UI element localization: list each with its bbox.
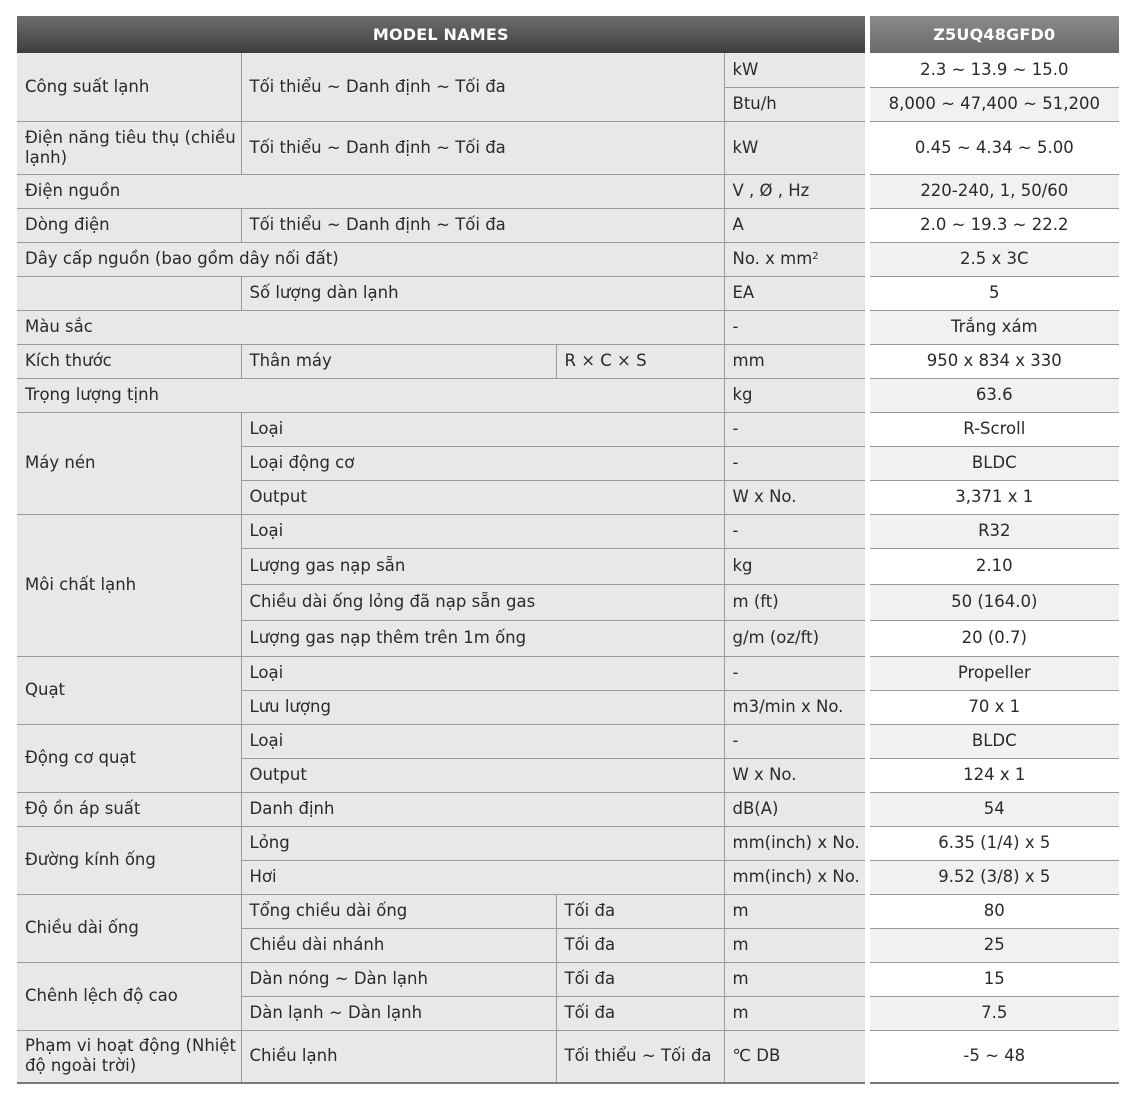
- value-text: 2.5 x 3C: [960, 249, 1029, 268]
- value-text: 5: [989, 283, 1000, 302]
- label-text: m: [732, 969, 749, 988]
- value-cell: [867, 344, 1119, 378]
- table-row: [17, 208, 1119, 242]
- label-text: Động cơ quạt: [25, 748, 136, 767]
- label-cell: [724, 242, 867, 276]
- value-text: 6.35 (1/4) x 5: [938, 833, 1051, 852]
- label-cell: [724, 412, 867, 446]
- value-cell: [867, 584, 1119, 620]
- value-text: 63.6: [975, 385, 1013, 404]
- label-cell: [241, 656, 724, 690]
- label-text: -: [732, 663, 739, 682]
- label-text: EA: [732, 283, 755, 302]
- label-cell: [724, 792, 867, 826]
- label-text: -: [732, 317, 739, 336]
- value-cell: [867, 860, 1119, 894]
- value-text: -5 ~ 48: [963, 1046, 1026, 1066]
- label-text: Máy nén: [25, 453, 96, 472]
- table-row: [17, 378, 1119, 412]
- label-text: Dòng điện: [25, 215, 110, 234]
- value-cell: [867, 53, 1119, 87]
- label-cell: [724, 208, 867, 242]
- label-text: dB(A): [732, 799, 779, 818]
- model-names-header: MODEL NAMES: [17, 16, 867, 53]
- label-text: Dàn lạnh ~ Dàn lạnh: [249, 1003, 423, 1022]
- value-text: 220-240, 1, 50/60: [920, 181, 1069, 200]
- value-cell: [867, 378, 1119, 412]
- value-text: 50 (164.0): [951, 592, 1038, 611]
- label-cell: [17, 174, 724, 208]
- label-cell: [241, 514, 724, 548]
- value-text: 80: [983, 901, 1005, 920]
- label-cell: [556, 962, 724, 996]
- label-text: -: [732, 521, 739, 540]
- label-text: -: [732, 731, 739, 750]
- value-text: 2.10: [975, 556, 1013, 575]
- label-text: -: [732, 453, 739, 472]
- table-row: [17, 412, 1119, 446]
- table-row: [17, 894, 1119, 928]
- value-cell: [867, 446, 1119, 480]
- label-text: Tối đa: [564, 1003, 616, 1022]
- label-cell: [724, 344, 867, 378]
- label-cell: [724, 276, 867, 310]
- label-cell: [17, 656, 241, 724]
- label-text: mm(inch) x No.: [732, 867, 860, 886]
- value-cell: [867, 758, 1119, 792]
- label-cell: [241, 446, 724, 480]
- value-text: 0.45 ~ 4.34 ~ 5.00: [914, 137, 1074, 157]
- label-cell: [17, 962, 241, 1030]
- value-text: 9.52 (3/8) x 5: [938, 867, 1051, 886]
- label-text: Tối thiểu ~ Danh định ~ Tối đa: [249, 76, 506, 96]
- label-text: Output: [249, 765, 307, 784]
- value-text: 20 (0.7): [961, 628, 1027, 647]
- label-text: Lượng gas nạp thêm trên 1m ống: [249, 628, 527, 647]
- label-text: Quạt: [25, 680, 66, 699]
- label-text: Loại: [249, 731, 284, 750]
- label-cell: [241, 860, 724, 894]
- label-text: m (ft): [732, 592, 779, 611]
- value-cell: [867, 480, 1119, 514]
- label-text: -: [732, 419, 739, 438]
- label-cell: [241, 894, 556, 928]
- label-text: Điện năng tiêu thụ (chiều lạnh): [25, 127, 236, 167]
- label-text: Chênh lệch độ cao: [25, 986, 178, 1005]
- value-cell: [867, 412, 1119, 446]
- label-text: mm(inch) x No.: [732, 833, 860, 852]
- value-cell: [867, 276, 1119, 310]
- value-cell: [867, 826, 1119, 860]
- label-text: Tối thiểu ~ Danh định ~ Tối đa: [249, 215, 506, 234]
- table-row: [17, 962, 1119, 996]
- spec-table: [17, 16, 1119, 1084]
- value-text: 3,371 x 1: [955, 487, 1034, 506]
- label-cell: [724, 446, 867, 480]
- label-text: Danh định: [249, 799, 335, 818]
- label-text: R × C × S: [564, 351, 647, 370]
- value-text: BLDC: [971, 453, 1017, 472]
- table-row: [17, 121, 1119, 174]
- value-text: 7.5: [981, 1003, 1008, 1022]
- label-text: Thân máy: [249, 351, 332, 370]
- label-cell: [724, 996, 867, 1030]
- table-row: [17, 1030, 1119, 1083]
- label-text: Trọng lượng tịnh: [25, 385, 159, 404]
- value-cell: [867, 792, 1119, 826]
- table-row: [17, 514, 1119, 548]
- table-row: [17, 792, 1119, 826]
- value-text: 25: [983, 935, 1005, 954]
- value-cell: [867, 656, 1119, 690]
- label-text: kW: [732, 137, 759, 157]
- model-code-header: Z5UQ48GFD0: [867, 16, 1119, 53]
- label-text: m: [732, 935, 749, 954]
- label-text: g/m (oz/ft): [732, 628, 820, 647]
- value-cell: [867, 1030, 1119, 1083]
- label-cell: [724, 121, 867, 174]
- label-cell: [17, 208, 241, 242]
- label-cell: [241, 826, 724, 860]
- label-cell: [17, 276, 241, 310]
- label-text: No. x mm: [732, 249, 813, 268]
- label-cell: [724, 826, 867, 860]
- label-text: Chiều dài ống: [25, 918, 139, 937]
- label-text: Chiều lạnh: [249, 1046, 338, 1066]
- label-cell: [17, 826, 241, 894]
- label-cell: [556, 996, 724, 1030]
- label-cell: [241, 208, 724, 242]
- value-cell: [867, 121, 1119, 174]
- label-cell: [724, 584, 867, 620]
- label-cell: [241, 758, 724, 792]
- value-text: 124 x 1: [963, 765, 1026, 784]
- label-text: kg: [732, 556, 753, 575]
- label-text: Lượng gas nạp sẵn: [249, 556, 406, 575]
- label-cell: [17, 894, 241, 962]
- table-row: [17, 344, 1119, 378]
- label-cell: [724, 690, 867, 724]
- label-text: kg: [732, 385, 753, 404]
- label-text: A: [732, 215, 744, 234]
- label-cell: [241, 121, 724, 174]
- table-row: [17, 724, 1119, 758]
- value-cell: [867, 894, 1119, 928]
- table-row: [17, 276, 1119, 310]
- label-cell: [724, 53, 867, 87]
- label-cell: [17, 310, 724, 344]
- label-cell: [241, 1030, 556, 1083]
- value-text: 950 x 834 x 330: [926, 351, 1062, 370]
- label-cell: [17, 378, 724, 412]
- table-row: [17, 656, 1119, 690]
- label-cell: [241, 276, 724, 310]
- value-text: 54: [983, 799, 1005, 818]
- value-text: 15: [983, 969, 1005, 988]
- label-cell: [241, 962, 556, 996]
- label-cell: [724, 962, 867, 996]
- value-cell: [867, 928, 1119, 962]
- label-text: Tối thiểu ~ Danh định ~ Tối đa: [249, 137, 506, 157]
- label-text: Chiều dài ống lỏng đã nạp sẵn gas: [249, 592, 536, 611]
- value-cell: [867, 996, 1119, 1030]
- value-cell: [867, 724, 1119, 758]
- label-cell: [241, 344, 556, 378]
- label-text: Tối đa: [564, 969, 616, 988]
- value-text: 2.0 ~ 19.3 ~ 22.2: [920, 215, 1069, 234]
- label-text: Dây cấp nguồn (bao gồm dây nối đất): [25, 249, 339, 268]
- value-cell: [867, 690, 1119, 724]
- label-text: Số lượng dàn lạnh: [249, 283, 399, 302]
- label-text: m: [732, 901, 749, 920]
- label-text: Chiều dài nhánh: [249, 935, 385, 954]
- label-cell: [724, 310, 867, 344]
- table-row: [17, 242, 1119, 276]
- label-cell: [556, 928, 724, 962]
- label-cell: [241, 690, 724, 724]
- label-text: m3/min x No.: [732, 697, 844, 716]
- label-cell: [724, 894, 867, 928]
- label-cell: [724, 620, 867, 656]
- value-cell: [867, 620, 1119, 656]
- label-cell: [724, 87, 867, 121]
- spec-sheet: [17, 16, 1119, 1079]
- label-text: Output: [249, 487, 307, 506]
- label-text: Hơi: [249, 867, 277, 886]
- label-cell: [556, 344, 724, 378]
- label-cell: [17, 242, 724, 276]
- label-text: Môi chất lạnh: [25, 575, 137, 594]
- label-text: Tổng chiều dài ống: [249, 901, 408, 920]
- label-text: Loại: [249, 521, 284, 540]
- label-text: Tối đa: [564, 935, 616, 954]
- label-cell: [724, 378, 867, 412]
- label-text: Phạm vi hoạt động (Nhiệt độ ngoài trời): [25, 1036, 236, 1076]
- value-text: 8,000 ~ 47,400 ~ 51,200: [888, 94, 1100, 113]
- value-cell: [867, 310, 1119, 344]
- table-row: [17, 826, 1119, 860]
- label-cell: [724, 758, 867, 792]
- table-row: [17, 174, 1119, 208]
- value-text: BLDC: [971, 731, 1017, 750]
- label-cell: [17, 344, 241, 378]
- value-cell: [867, 208, 1119, 242]
- label-text: Tối thiểu ~ Tối đa: [564, 1046, 712, 1066]
- label-cell: [17, 1030, 241, 1083]
- value-text: 70 x 1: [968, 697, 1021, 716]
- label-text: Điện nguồn: [25, 181, 121, 200]
- value-cell: [867, 87, 1119, 121]
- label-cell: [241, 548, 724, 584]
- label-text: W x No.: [732, 487, 797, 506]
- label-cell: [724, 928, 867, 962]
- label-text: Loại: [249, 663, 284, 682]
- label-cell: [241, 928, 556, 962]
- label-cell: [17, 412, 241, 514]
- label-cell: [17, 724, 241, 792]
- label-cell: [724, 724, 867, 758]
- label-text: Btu/h: [732, 94, 777, 113]
- table-header-row: [17, 16, 1119, 53]
- label-text: Đường kính ống: [25, 850, 156, 869]
- label-cell: [724, 514, 867, 548]
- label-text: Màu sắc: [25, 317, 93, 336]
- label-text: Lưu lượng: [249, 697, 331, 716]
- label-text: V , Ø , Hz: [732, 181, 810, 200]
- label-cell: [724, 656, 867, 690]
- label-cell: [556, 894, 724, 928]
- label-cell: [241, 620, 724, 656]
- value-text: R-Scroll: [963, 419, 1026, 438]
- label-cell: [241, 53, 724, 121]
- label-text: Kích thước: [25, 351, 112, 370]
- table-row: [17, 310, 1119, 344]
- superscript: 2: [812, 251, 819, 262]
- value-cell: [867, 242, 1119, 276]
- label-cell: [241, 724, 724, 758]
- label-cell: [724, 1030, 867, 1083]
- label-cell: [241, 792, 724, 826]
- label-cell: [241, 412, 724, 446]
- label-text: m: [732, 1003, 749, 1022]
- label-cell: [17, 53, 241, 121]
- label-text: Dàn nóng ~ Dàn lạnh: [249, 969, 428, 988]
- label-text: ℃ DB: [732, 1046, 781, 1066]
- label-cell: [17, 514, 241, 656]
- label-cell: [241, 480, 724, 514]
- label-text: Loại: [249, 419, 284, 438]
- label-text: Độ ồn áp suất: [25, 799, 141, 818]
- value-cell: [867, 962, 1119, 996]
- table-row: [17, 53, 1119, 87]
- label-cell: [241, 584, 724, 620]
- label-text: Công suất lạnh: [25, 76, 150, 96]
- spec-body: [17, 53, 1119, 1083]
- label-cell: [241, 996, 556, 1030]
- label-cell: [17, 121, 241, 174]
- label-text: Lỏng: [249, 833, 290, 852]
- label-text: W x No.: [732, 765, 797, 784]
- value-text: 2.3 ~ 13.9 ~ 15.0: [920, 59, 1069, 79]
- label-cell: [556, 1030, 724, 1083]
- label-cell: [724, 548, 867, 584]
- value-text: R32: [978, 521, 1011, 540]
- label-cell: [17, 792, 241, 826]
- value-text: Propeller: [957, 663, 1031, 682]
- value-cell: [867, 514, 1119, 548]
- label-cell: [724, 174, 867, 208]
- value-cell: [867, 174, 1119, 208]
- label-text: kW: [732, 59, 759, 79]
- label-cell: [724, 860, 867, 894]
- label-text: mm: [732, 351, 765, 370]
- label-text: Loại động cơ: [249, 453, 355, 472]
- label-cell: [724, 480, 867, 514]
- value-text: Trắng xám: [950, 317, 1038, 336]
- value-cell: [867, 548, 1119, 584]
- label-text: Tối đa: [564, 901, 616, 920]
